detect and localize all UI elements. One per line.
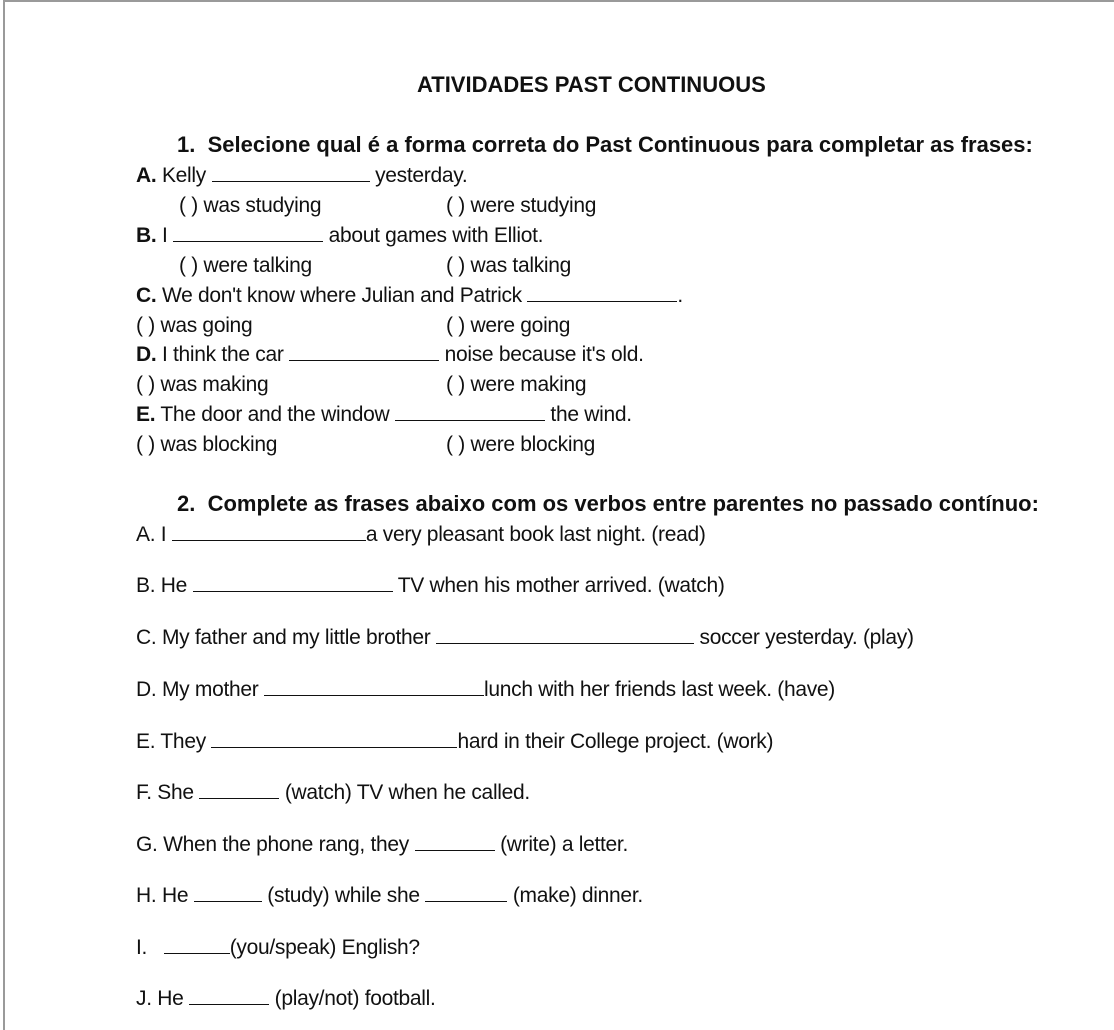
s1-option-d1[interactable]: ( ) was making <box>136 373 269 396</box>
s2-item-g: G. When the phone rang, they (write) a letter. <box>136 833 628 856</box>
s1-item-d: D. I think the car noise because it's old. <box>136 343 644 366</box>
s2-item-a: A. I a very pleasant book last night. (read) <box>136 523 706 546</box>
s1-option-a2[interactable]: ( ) were studying <box>446 194 597 217</box>
s1-item-b: B. I about games with Elliot. <box>136 224 544 247</box>
answer-blank[interactable] <box>264 678 484 696</box>
worksheet-page <box>3 0 1114 1030</box>
section-2-number: 2. <box>177 491 196 516</box>
answer-blank[interactable] <box>173 224 323 242</box>
s2-item-b: B. He TV when his mother arrived. (watch) <box>136 574 725 597</box>
answer-blank[interactable] <box>415 833 495 851</box>
s1-item-e: E. The door and the window the wind. <box>136 403 632 426</box>
s1-item-c: C. We don't know where Julian and Patrick . <box>136 284 683 307</box>
s1-option-c1[interactable]: ( ) was going <box>136 314 253 337</box>
answer-blank[interactable] <box>189 987 269 1005</box>
section-1-number: 1. <box>177 132 196 157</box>
section-2-heading-text: Complete as frases abaixo com os verbos entre parentes no passado contínuo: <box>207 491 1039 516</box>
s1-option-b2[interactable]: ( ) was talking <box>446 254 572 277</box>
s1-option-e1[interactable]: ( ) was blocking <box>136 433 278 456</box>
s2-item-c: C. My father and my little brother soccer yesterday. (play) <box>136 626 914 649</box>
answer-blank[interactable] <box>199 781 279 799</box>
section-1-heading-text: Selecione qual é a forma correta do Past Continuous para completar as frases: <box>207 132 1033 157</box>
answer-blank[interactable] <box>395 403 545 421</box>
s2-item-f: F. She (watch) TV when he called. <box>136 781 530 804</box>
s2-item-d: D. My mother lunch with her friends last week. (have) <box>136 678 835 701</box>
answer-blank[interactable] <box>436 626 694 644</box>
section-1-heading <box>177 133 1033 157</box>
answer-blank[interactable] <box>289 343 439 361</box>
s1-item-a: A. Kelly yesterday. <box>136 164 468 187</box>
s2-item-e: E. They hard in their College project. (work) <box>136 730 774 753</box>
s1-option-c2[interactable]: ( ) were going <box>446 314 571 337</box>
s2-item-i: I. (you/speak) English? <box>136 936 420 959</box>
s1-option-a1[interactable]: ( ) was studying <box>179 194 322 217</box>
s1-option-b1[interactable]: ( ) were talking <box>179 254 312 277</box>
answer-blank[interactable] <box>425 884 507 902</box>
page-title: ATIVIDADES PAST CONTINUOUS <box>417 72 766 97</box>
s1-option-d2[interactable]: ( ) were making <box>446 373 587 396</box>
answer-blank[interactable] <box>164 936 230 954</box>
answer-blank[interactable] <box>527 284 677 302</box>
answer-blank[interactable] <box>194 884 262 902</box>
s2-item-h: H. He (study) while she (make) dinner. <box>136 884 643 907</box>
answer-blank[interactable] <box>211 730 457 748</box>
answer-blank[interactable] <box>193 574 393 592</box>
section-2-heading <box>177 492 1039 516</box>
s2-item-j: J. He (play/not) football. <box>136 987 436 1010</box>
answer-blank[interactable] <box>212 164 370 182</box>
answer-blank[interactable] <box>172 523 366 541</box>
s1-option-e2[interactable]: ( ) were blocking <box>446 433 595 456</box>
